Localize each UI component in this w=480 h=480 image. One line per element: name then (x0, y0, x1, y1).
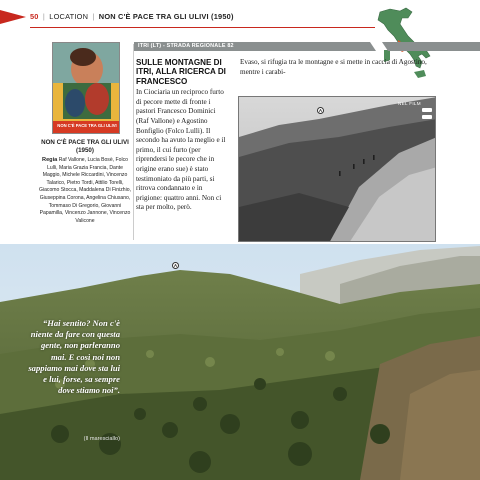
header-rule (30, 27, 375, 28)
credits-body (38, 157, 132, 225)
article-text-col2: Evaso, si rifugia tra le montagne e si mette in caccia di Agostino, mentre i carabi- (240, 58, 427, 76)
header-title: NON C'È PACE TRA GLI ULIVI (1950) (98, 12, 234, 21)
page-number: 50 (30, 12, 39, 21)
credits-cast: Raf Vallone, Lucia Bosè, Folco Lulli, Maria Grazia Francia, Dante Maggio, Michele Riccardini, Vincenzo Talarico, Pietro Tordi, Attilio Torelli, Giacomo Stocca, Maddalena Di Finizhio, Giuseppina Corona, Angelina Chiusano, Tommaso Di Gregorio, Giovanni Papamilla, Vincenzo Jannone, Vincenzo Valicone (38, 157, 131, 224)
header-separator-2: | (92, 12, 95, 21)
pull-quote: “Hai sentito? Non c'è niente da fare con questa gente, non parleranno mai. E così noi non sappiamo mai dove sta lui e lui, forse, sa sempre dove stiamo noi”. (28, 318, 120, 396)
header-text (30, 12, 234, 21)
film-credits (38, 139, 132, 225)
film-poster (52, 42, 120, 134)
landscape-location-marker: A (173, 263, 178, 268)
header-section: LOCATION (49, 12, 89, 21)
article-text-col1: In Ciociaria un reciproco furto di pecore mette di fronte i pastori Francesco Dominici (Raf Vallone) e Agostino Bonfiglio (Folco Lulli). Il secondo ha avuto la meglio e il primo, il cui furto (per riprendersi le pecore che in origine erano sue) è stato testimoniato da più parti, si ritrova condannato e in prigione: quattro anni. Non ci sta per molto, però. (136, 88, 226, 212)
credits-regia-label: Regia (42, 157, 58, 163)
header-accent-triangle (0, 10, 26, 24)
film-still-illustration (239, 97, 436, 242)
poster-title: NON C'È PACE TRA GLI ULIVI (57, 123, 117, 128)
film-badge: NEL FILM (398, 101, 421, 106)
credits-title: NON C'È PACE TRA GLI ULIVI (1950) (41, 139, 129, 154)
film-still-photo (238, 96, 436, 242)
poster-illustration (53, 43, 120, 134)
column-divider (133, 44, 134, 240)
article-heading: SULLE MONTAGNE DI ITRI, ALLA RICERCA DI FRANCESCO (136, 58, 226, 86)
location-label: ITRI (LT) - STRADA REGIONALE 82 (138, 43, 234, 49)
header-separator: | (42, 12, 46, 21)
film-badge-bars (422, 108, 432, 122)
pull-quote-source: (Il maresciallo) (83, 436, 120, 442)
inset-location-marker: A (318, 108, 323, 113)
article-column-1 (136, 58, 228, 213)
